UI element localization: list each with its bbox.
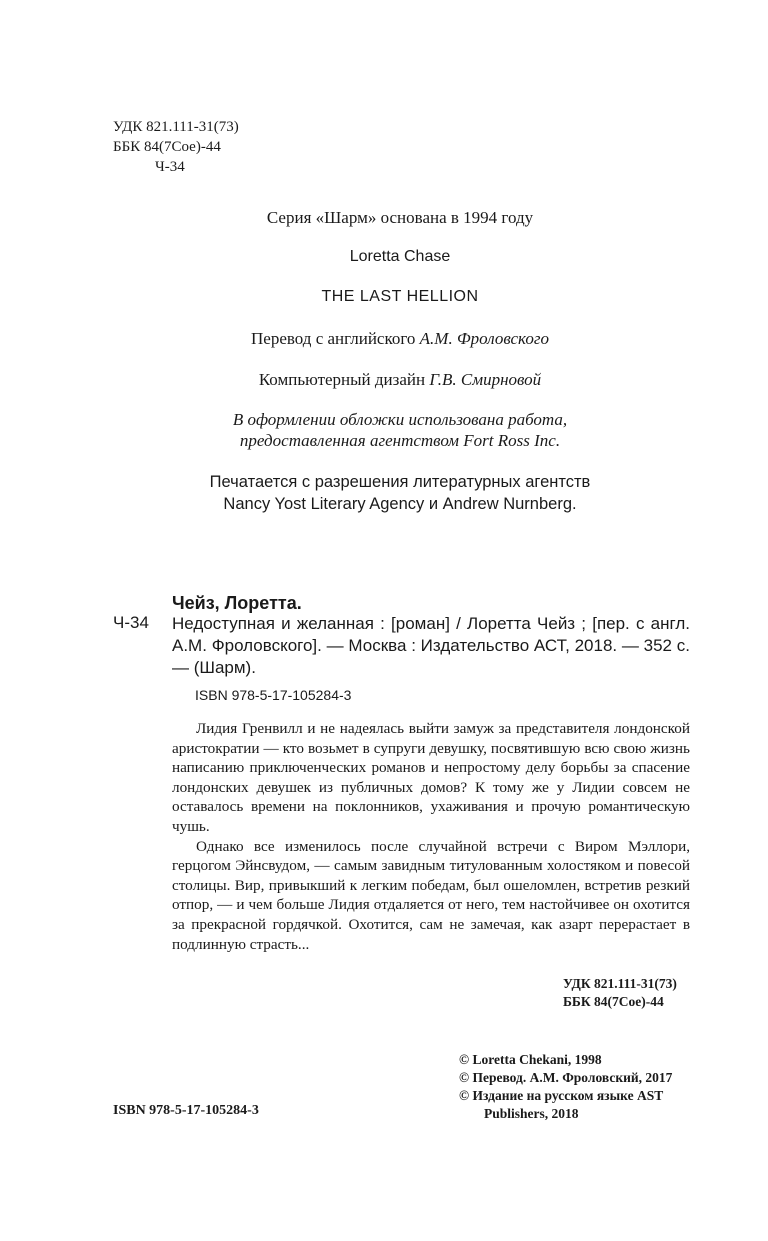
- cover-note-line-1: В оформлении обложки использована работа,: [232, 410, 568, 429]
- bbk-code: ББК 84(7Сое)-44: [113, 139, 221, 155]
- translator-name: А.М. Фроловского: [419, 329, 549, 348]
- top-classification: [113, 117, 239, 177]
- bibliography-body: Недоступная и желанная : [роман] / Лоретта Чейз ; [пер. с англ. А.М. Фроловского]. — Москва : Издательство АСТ, 2018. — 352 с. — (Шарм).: [172, 614, 690, 677]
- copyright-line-2: © Перевод. А.М. Фроловский, 2017: [459, 1070, 673, 1085]
- cover-note-line-2: предоставленная агентством Fort Ross Inc.: [239, 431, 561, 450]
- bibliography-isbn: ISBN 978-5-17-105284-3: [195, 687, 352, 703]
- original-title: THE LAST HELLION: [321, 288, 479, 305]
- annotation: [172, 719, 690, 954]
- copyright-line-3: © Издание на русском языке AST: [459, 1088, 664, 1103]
- bbk-code-right: ББК 84(7Сое)-44: [563, 994, 664, 1009]
- classification-right: [563, 975, 677, 1011]
- annotation-paragraph-1: Лидия Гренвилл и не надеялась выйти замуж за представителя лондонской аристократии — кто возьмет в супруги девушку, посвятившую всю свою жизнь написанию приключенческих романов и непростому делу борьбы за спасение лондонских девушек из публичных домов? К тому же у Лидии совсем не оставалось времени на поклонников, ухаживания и прочую романтическую чушь.: [172, 720, 690, 835]
- bibliography-author: Чейз, Лоретта.: [172, 593, 302, 613]
- translation-prefix: Перевод с английского: [251, 329, 416, 348]
- permission-line-2: Nancy Yost Literary Agency и Andrew Nurnberg.: [223, 495, 577, 513]
- design-credit: [0, 370, 768, 390]
- bibliography-entry: [172, 613, 690, 679]
- copyright-block: [459, 1051, 672, 1123]
- udk-code: УДК 821.111-31(73): [113, 119, 239, 135]
- annotation-paragraph-2: Однако все изменилось после случайной встречи с Виром Мэллори, герцогом Эйнсвудом, — самым завидным титулованным холостяком и повесой столицы. Вир, привыкший к легким победам, был ошеломлен, встретив резкий отпор, — и чем больше Лидия отдаляется от него, тем настойчивее он охотится за прекрасной гордячкой. Охотится, сам не замечая, как азарт перерастает в подлинную страсть...: [172, 837, 690, 953]
- udk-code-right: УДК 821.111-31(73): [563, 976, 677, 991]
- permission-line-1: Печатается с разрешения литературных агентств: [209, 473, 591, 491]
- bibliography-code: Ч-34: [113, 613, 149, 632]
- original-author: Loretta Chase: [349, 248, 451, 265]
- design-prefix: Компьютерный дизайн: [258, 370, 426, 389]
- designer-name: Г.В. Смирновой: [429, 370, 542, 389]
- translation-credit: [0, 329, 768, 349]
- isbn-bottom: ISBN 978-5-17-105284-3: [113, 1103, 259, 1118]
- copyright-line-4: Publishers, 2018: [484, 1106, 579, 1121]
- author-mark: Ч-34: [155, 159, 185, 175]
- copyright-line-1: © Loretta Chekani, 1998: [459, 1052, 602, 1067]
- series-line: Серия «Шарм» основана в 1994 году: [266, 208, 534, 227]
